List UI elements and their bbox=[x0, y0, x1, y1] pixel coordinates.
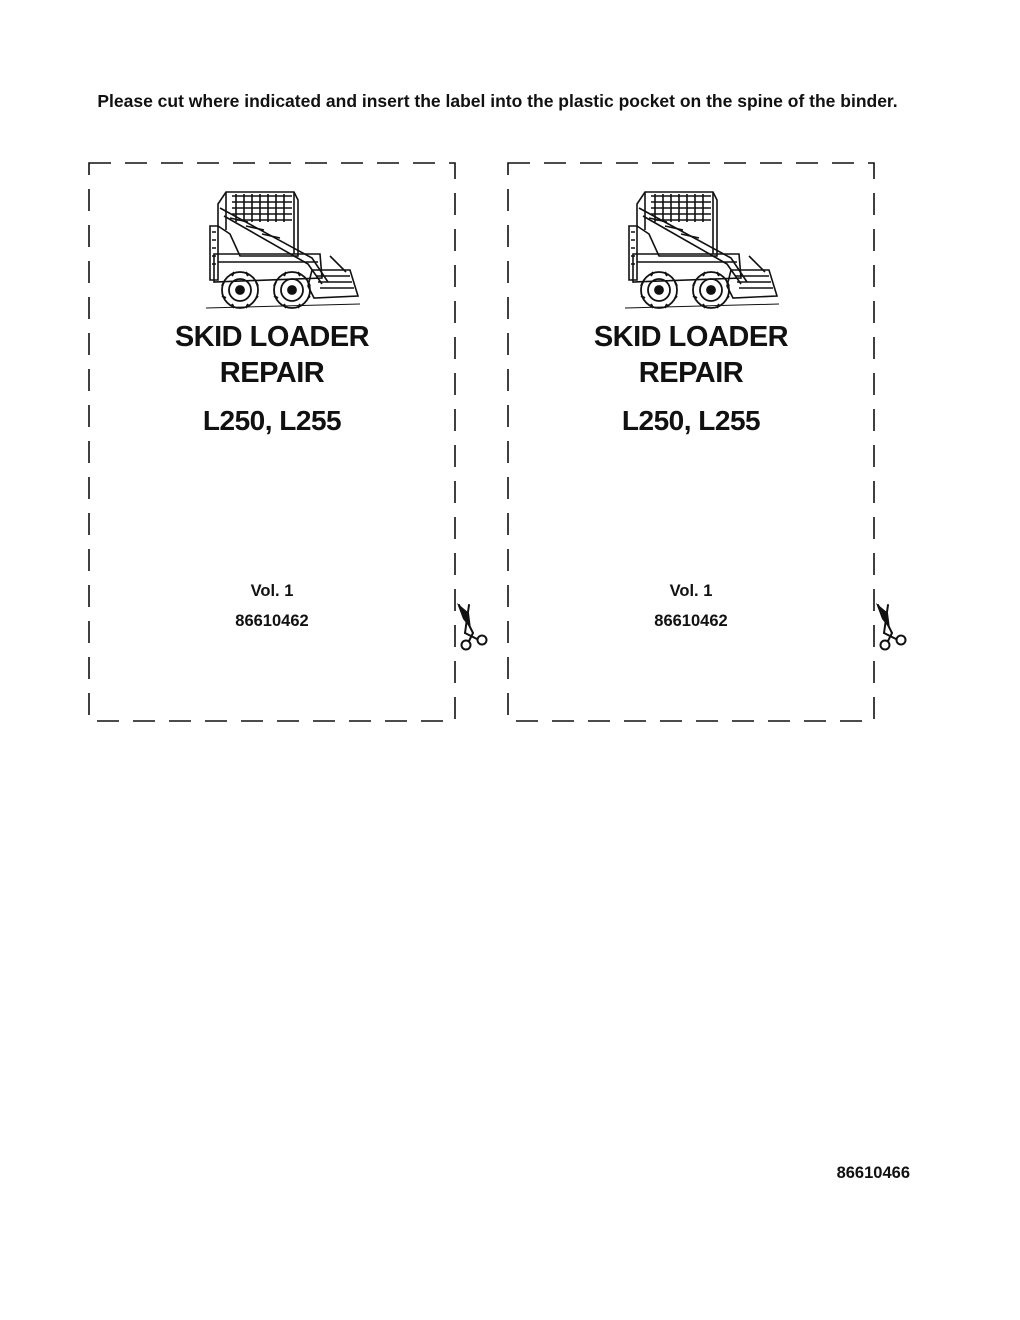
label-models: L250, L255 bbox=[621, 405, 761, 436]
cut-instructions: Please cut where indicated and insert the label into the plastic pocket on the spine of the binder. bbox=[97, 91, 898, 111]
spine-label-right bbox=[507, 162, 875, 722]
label-title-line2: REPAIR bbox=[638, 357, 744, 389]
skid-loader-illustration bbox=[619, 186, 781, 314]
label-title-line1: SKID LOADER bbox=[174, 321, 370, 353]
label-models: L250, L255 bbox=[202, 405, 342, 436]
label-volume: Vol. 1 bbox=[669, 582, 713, 600]
label-title-line1: SKID LOADER bbox=[593, 321, 789, 353]
scissors-icon bbox=[455, 603, 493, 651]
document-number: 86610466 bbox=[836, 1164, 910, 1182]
label-part-number: 86610462 bbox=[235, 612, 309, 630]
skid-loader-illustration bbox=[200, 186, 362, 314]
label-part-number: 86610462 bbox=[654, 612, 728, 630]
label-title-line2: REPAIR bbox=[219, 357, 325, 389]
label-volume: Vol. 1 bbox=[250, 582, 294, 600]
spine-label-left bbox=[88, 162, 456, 722]
scissors-icon bbox=[874, 603, 912, 651]
